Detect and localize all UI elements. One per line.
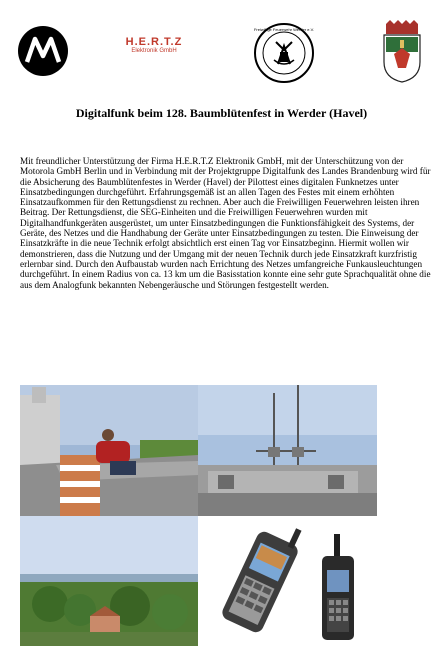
werder-coat-of-arms xyxy=(380,18,424,84)
photo-antenna-mast xyxy=(198,385,377,516)
photo-town-view xyxy=(20,516,198,646)
fire-department-logo xyxy=(252,22,316,84)
fire-department-emblem-icon xyxy=(252,22,316,84)
logo-bar xyxy=(0,0,443,95)
article-body: Mit freundlicher Unterstützung der Firma H.E.R.T.Z Elektronik GmbH, mit der Unterschützung von der Motorola GmbH Berlin und in Verbindung mit der Projektgruppe Digitalfunk des Landes Brandenburg wird für die Absicherung des Baumblütenfestes in Werder (Havel) der Pilottest eines digitalen Funknetzes unter Einsatzbedingungen durchgeführt. Erfahrungsgemäß ist an allen Tagen des Festes mit einem erhöhten Einsatzaufkommen für den Rettungsdienst zu rechnen. Aber auch die Freiwilligen Feuerwehren leisten ihren Beitrag. Der Rettungsdienst, die SEG-Einheiten und die Freiwilligen Feuerwehren wurden mit Digitalhandfunkgeräten ausgerüstet, um unter Einsatzbedingungen die Funktionsfähigkeit des Systems, der Geräte, des Netzes und die Handhabung der Geräte unter Einsatzbedingungen zu testen. Die Einweisung der Einsatzkräfte in die neue Technik erfolgt absichtlich erst einen Tag vor Einsatzbeginn. Hiermit wollen wir demonstrieren, dass die Nutzung und der Umgang mit der neuen Technik durch jede Einsatzkraft kurzfristig erlernbar sind. Durch den Aufbaustab wurden nach Errichtung des Netzes umfangreiche Funkausleuchtungen durchgeführt. In einem Radius von ca. 13 km um die Basisstation konnte eine sehr gute Sprachqualität ohne die aus dem Analogfunk bekannten Nebengeräusche und Störungen festgestellt werden. xyxy=(20,156,431,290)
fire-department-logo-text: Freiwillige Feuerwehr Werder e.V. xyxy=(253,27,315,32)
photo-digital-radios xyxy=(198,516,377,646)
hertz-logo-subtitle: Elektronik GmbH xyxy=(131,48,177,54)
motorola-logo xyxy=(18,26,68,76)
photo-roof-technician xyxy=(20,385,198,516)
hertz-logo-name: H.E.R.T.Z xyxy=(125,36,183,48)
motorola-m-icon xyxy=(18,26,68,76)
coat-of-arms-icon xyxy=(380,18,424,84)
page-title: Digitalfunk beim 128. Baumblütenfest in Werder (Havel) xyxy=(75,106,368,120)
hertz-logo xyxy=(120,36,188,55)
